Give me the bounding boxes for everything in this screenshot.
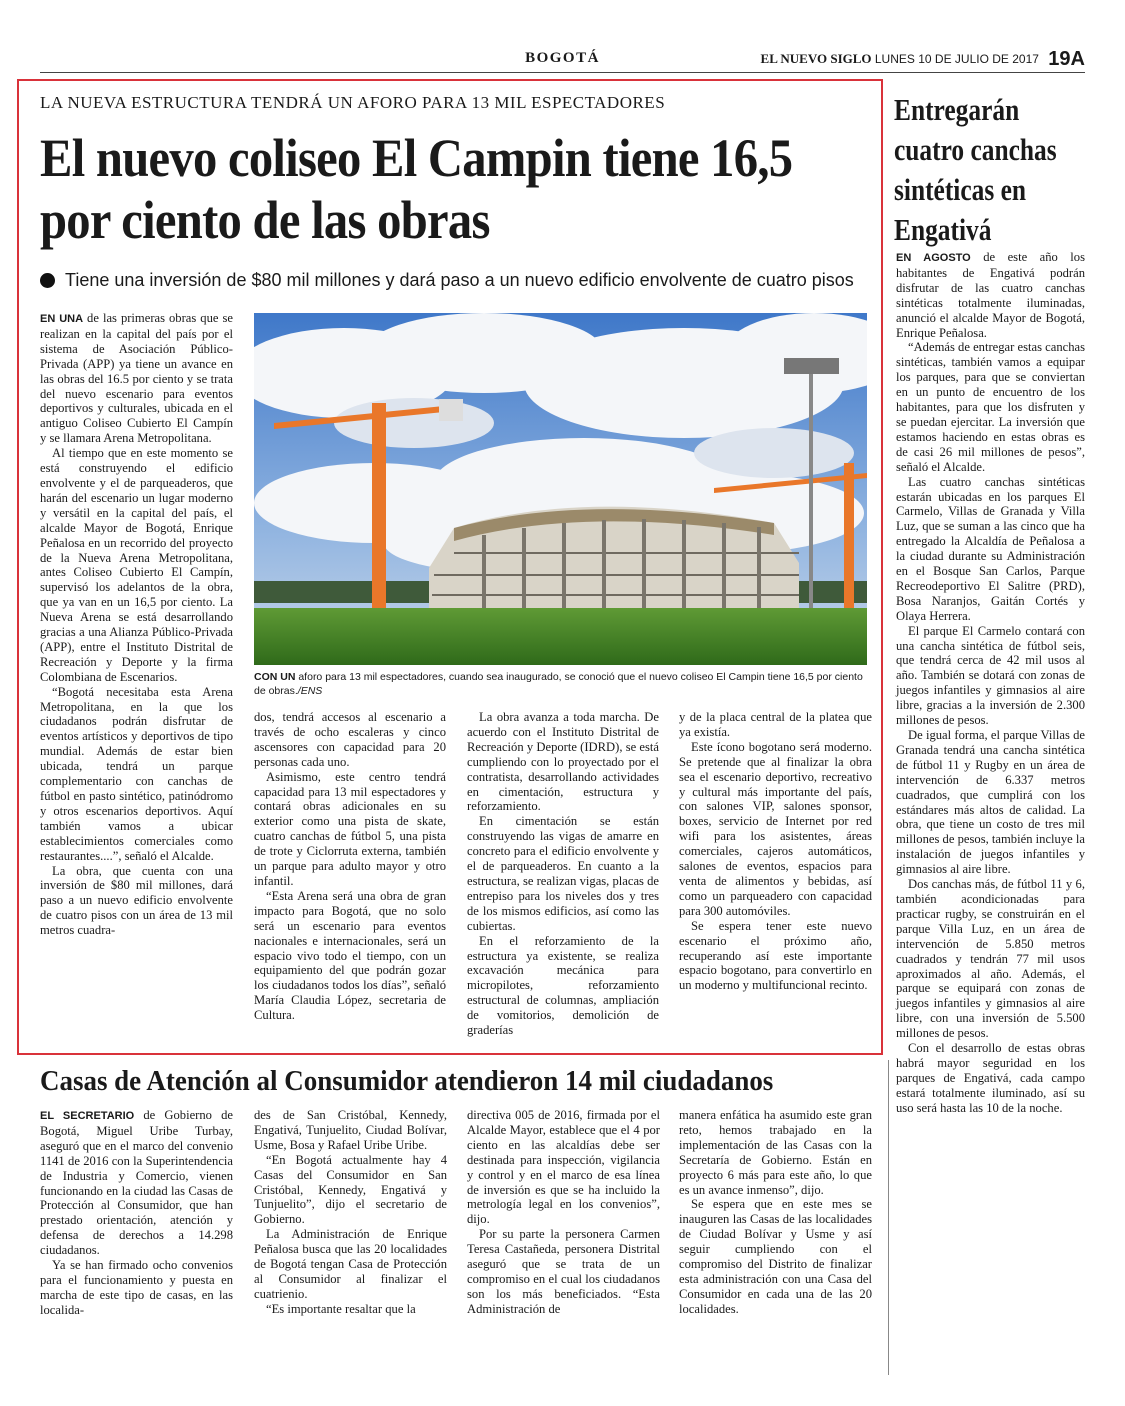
- bottom-column-4: [679, 1108, 872, 1317]
- paragraph: En cimentación se están construyendo las vigas de amarre en concreto para el edificio envolvente y el de parqueaderos. En cuanto a la estructura, se realizan vigas, placas de entrepiso para los niveles dos y tres de los mismos edificios, así como las cubiertas.: [467, 814, 659, 933]
- subdeck-text: Tiene una inversión de $80 mil millones y dará paso a un nuevo edificio envolvente de cuatro pisos: [65, 270, 854, 290]
- paragraph: Asimismo, este centro tendrá capacidad para 13 mil espectadores y contará obras adicionales en su exterior como una pista de skate, cuatro canchas de fútbol 5, una pista de trote y Ciclorruta externa, también un parque para adulto mayor y otro infantil.: [254, 769, 446, 888]
- article-column-3: [467, 710, 659, 1038]
- paragraph: Se espera tener este nuevo escenario el próximo año, recuperando así este importante espacio bogotano, para convertirlo en un moderno y multifuncional recinto.: [679, 918, 872, 993]
- section-label: BOGOTÁ: [525, 50, 600, 66]
- bottom-headline: Casas de Atención al Consumidor atendieron 14 mil ciudadanos: [40, 1065, 774, 1097]
- paragraph: “Además de entregar estas canchas sintéticas, también vamos a equipar los parques, para que se conviertan en un punto de encuentro de los habitantes, para que los disfruten y se puedan ejercitar. La inversión que estamos haciendo en estas obras es de casi 26 mil millones de pesos”, señaló el Alcalde.: [896, 340, 1085, 474]
- paragraph: de este año los habitantes de Engativá podrán disfrutar de las cuatro canchas sintéticas totalmente iluminadas, anunció el alcalde Mayor de Bogotá, Enrique Peñalosa.: [896, 250, 1085, 340]
- sidebar-column: [896, 250, 1085, 1116]
- caption-lead: CON UN: [254, 671, 296, 683]
- page-header-info: [761, 48, 1085, 71]
- paragraph: El parque El Carmelo contará con una cancha sintética de fútbol seis, que tendrá cerca de 42 mil usos al año. También se dotará con zonas de juegos infantiles y gimnasios al aire libre, gracias a la inversión de 2.300 millones de pesos.: [896, 623, 1085, 728]
- paragraph: Al tiempo que en este momento se está construyendo el edificio envolvente y el de parqueaderos, que harán del escenario un lugar moderno y versátil en la capital del país, el alcalde Mayor de Bogotá, Enrique Peñalosa en un recorrido del proyecto de la Nueva Arena Metropolitana, antes Coliseo Cubierto El Campín, supervisó los adelantos de la obra, que ya van en un 16,5 por ciento. La Nueva Arena se está desarrollando gracias a una Alianza Público-Privada (APP), entre el Instituto Distrital de Recreación y Deporte y la firma Colombiana de Escenarios.: [40, 446, 233, 684]
- paragraph: manera enfática ha asumido este gran reto, hemos trabajado en la implementación de las Casas con la Secretaría de Gobierno. Están en proyecto 6 más para este año, lo que es un avance inmenso”, dijo.: [679, 1108, 872, 1197]
- page-number: 19A: [1048, 48, 1085, 70]
- paragraph: y de la placa central de la platea que ya existía.: [679, 710, 872, 739]
- paragraph: “Bogotá necesitaba esta Arena Metropolitana, en la que los ciudadanos podrán disfrutar de eventos artísticos y deportivos de tipo mundial. Además de estar bien ubicada, tendrá un parque complementario con canchas de fútbol en pasto sintético, patinódromo y otros escenarios deportivos. Aquí también vamos a ubicar establecimientos comerciales como restaurantes....”, señaló el Alcalde.: [40, 684, 233, 863]
- article-column-4: [679, 710, 872, 993]
- bottom-column-1: [40, 1108, 233, 1318]
- paragraph: directiva 005 de 2016, firmada por el Alcalde Mayor, establece que el 4 por ciento en las alcaldías debe ser destinada para inspección, vigilancia y control y en el marco de esa línea de inversión es que se ha incluido la metrología legal en los convenios”, dijo.: [467, 1108, 660, 1227]
- sidebar-headline: Entregarán cuatro canchas sintéticas en Engativá: [894, 92, 1057, 247]
- article-headline: El nuevo coliseo El Campin tiene 16,5 por ciento de las obras: [40, 128, 793, 250]
- paragraph: La Administración de Enrique Peñalosa busca que las 20 localidades de Bogotá tengan Casa de Protección al Consumidor al finalizar el cuatrienio.: [254, 1227, 447, 1301]
- publication-name: EL NUEVO SIGLO: [760, 51, 872, 66]
- paragraph: Se espera que en este mes se inauguren las Casas de las localidades de Ciudad Bolívar y Usme y así seguir cumpliendo con el compromiso del Distrito de finalizar esta administración con una Casa del Consumidor en cada una de las 20 localidades.: [679, 1197, 872, 1316]
- paragraph: Dos canchas más, de fútbol 11 y 6, también acondicionadas para practicar rugby, se construirán en el parque Villa Luz, en un área de intervención de 5.850 metros cuadrados y tendrán 77 mil usos aproximados al año. Además, el parque se equipará con zonas de juegos infantiles y gimnasios al aire libre, con una inversión de 5.500 millones de pesos.: [896, 877, 1085, 1041]
- paragraph: Con el desarrollo de estas obras habrá mayor seguridad en los parques de Engativá, cada campo estará totalmente iluminado, así su uso será hasta las 10 de la noche.: [896, 1041, 1085, 1115]
- publication-date: LUNES 10 DE JULIO DE 2017: [874, 52, 1039, 66]
- photo-caption: [254, 670, 867, 698]
- paragraph: de las primeras obras que se realizan en la capital del país por el sistema de Asociación Público-Privada (APP) ya tiene un avance en las obras del 16.5 por ciento y se trata del nuevo escenario para eventos deportivos y culturales, ubicada en el antiguo Coliseo Cubierto El Campín y se llamara Arena Metropolitana.: [40, 311, 233, 446]
- lead-word: EL SECRETARIO: [40, 1110, 135, 1122]
- lead-word: EN UNA: [40, 313, 84, 325]
- coliseum-photo: [254, 313, 867, 665]
- paragraph: Las cuatro canchas sintéticas estarán ubicadas en los parques El Carmelo, Villas de Granada y Villa Luz, que se suman a las cinco que ha entregado la Alcaldía de Peñalosa a la ciudad durante su Administración en el Bosque San Carlos, Parque Recreodeportivo El Salitre (PRD), Bosa Naranjos, Gaitán Cortés y Olaya Herrera.: [896, 474, 1085, 623]
- paragraph: dos, tendrá accesos al escenario a través de ocho escaleras y cinco ascensores con capacidad para 20 personas cada uno.: [254, 710, 446, 769]
- paragraph: “En Bogotá actualmente hay 4 Casas del Consumidor en San Cristóbal, Kennedy, Engativá y Tunjuelito”, dijo el secretario de Gobierno.: [254, 1152, 447, 1227]
- header-rule: [40, 72, 1085, 73]
- paragraph: des de San Cristóbal, Kennedy, Engativá, Tunjuelito, Ciudad Bolívar, Usme, Bosa y Rafael Uribe Uribe.: [254, 1108, 447, 1152]
- paragraph: En el reforzamiento de la estructura ya existente, se realiza excavación mecánica para micropilotes, reforzamiento estructural de columnas, ampliación de vomitorios, demolición de graderías: [467, 933, 659, 1038]
- caption-text: aforo para 13 mil espectadores, cuando sea inaugurado, se conoció que el nuevo coliseo El Campin tiene 16,5 por ciento de obras.: [254, 671, 863, 697]
- paragraph: de Gobierno de Bogotá, Miguel Uribe Turbay, aseguró que en el marco del convenio 1141 de 2016 con la Superintendencia de Industria y Comercio, vienen funcionando en la ciudad las Casas de Protección al Consumidor, que han prestado orientación, atención y defensa de derechos a 14.298 ciudadanos.: [40, 1108, 234, 1258]
- photo-credit: /ENS: [297, 685, 323, 697]
- paragraph: La obra, que cuenta con una inversión de $80 mil millones, dará paso a un nuevo edificio envolvente de cuatro pisos con un área de 13 mil metros cuadra-: [40, 863, 233, 938]
- bullet-icon: [40, 273, 55, 288]
- article-kicker: LA NUEVA ESTRUCTURA TENDRÁ UN AFORO PARA 13 MIL ESPECTADORES: [40, 93, 666, 112]
- bottom-column-2: [254, 1108, 447, 1317]
- column-divider: [888, 1060, 889, 1375]
- lead-word: EN AGOSTO: [896, 252, 971, 264]
- article-column-2: [254, 710, 446, 1023]
- paragraph: Por su parte la personera Carmen Teresa Castañeda, personera Distrital aseguró que se trata de un compromiso en el cual los ciudadanos son los más beneficiados. “Esta Administración de: [467, 1227, 660, 1316]
- article-subdeck: [40, 270, 880, 291]
- article-column-1: [40, 311, 233, 938]
- paragraph: Ya se han firmado ocho convenios para el funcionamiento y puesta en marcha de este tipo de casas, en las localida-: [40, 1258, 233, 1317]
- paragraph: La obra avanza a toda marcha. De acuerdo con el Instituto Distrital de Recreación y Deporte (IDRD), se está cumpliendo con lo proyectado por el contratista, desarrollando actividades en cimentación, estructura y reforzamiento.: [467, 710, 659, 814]
- paragraph: De igual forma, el parque Villas de Granada tendrá una cancha sintética de fútbol 11 y Rugby en un área de intervención de 6.337 metros cuadrados, que cumplirá con los estándares más altos de calidad. La obra, que tiene un costo de tres mil millones de pesos, también incluye la instalación de juegos infantiles y gimnasios al aire libre.: [896, 728, 1085, 877]
- paragraph: “Es importante resaltar que la: [266, 1301, 416, 1316]
- paragraph: “Esta Arena será una obra de gran impacto para Bogotá, que no solo será un escenario para eventos nacionales e internacionales, será un espacio vivo todo el tiempo, con un equipamiento del que podrán gozar los ciudadanos todos los días”, señaló María Claudia López, secretaria de Cultura.: [254, 888, 446, 1023]
- paragraph: Este ícono bogotano será moderno. Se pretende que al finalizar la obra sea el escenario deportivo, recreativo y cultural más importante del país, con salones VIP, salones sponsor, boxes, servicio de Internet por red wifi para los asistentes, áreas comerciales, cajeros automáticos, salones de eventos, espacios para venta de alimentos y bebidas, así como un parqueadero con capacidad para 300 automóviles.: [679, 739, 872, 918]
- bottom-column-3: [467, 1108, 660, 1317]
